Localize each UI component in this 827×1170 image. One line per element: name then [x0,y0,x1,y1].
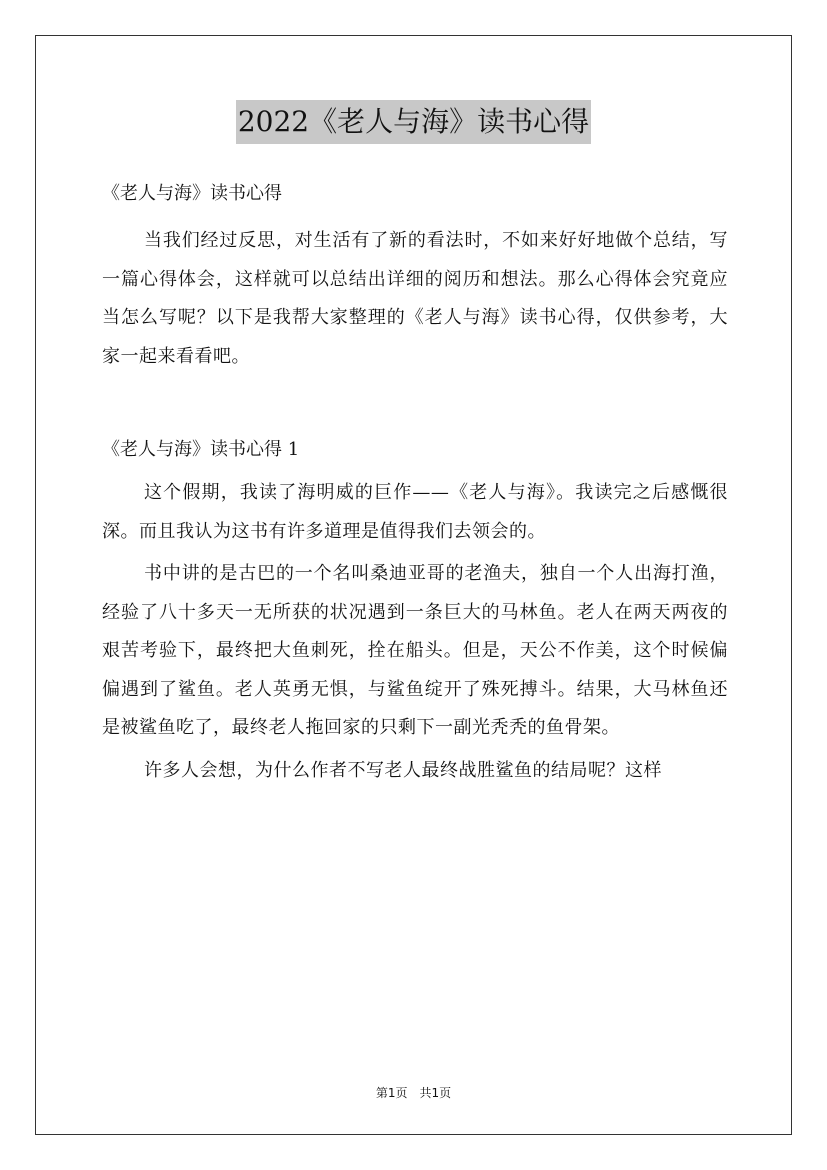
section-heading: 《老人与海》读书心得 1 [102,439,300,460]
document-body [102,174,728,790]
document-title: 2022《老人与海》读书心得 [236,100,591,144]
title-container [0,100,827,144]
page-footer: 第1页 共1页 [375,1086,452,1100]
paragraph: 当我们经过反思，对生活有了新的看法时，不如来好好地做个总结，写一篇心得体会，这样就可以总结出详细的阅历和想法。那么心得体会究竟应当怎么写呢？以下是我帮大家整理的《老人与海》读书心得，仅供参考，大家一起来看看吧。 [102,230,728,367]
paragraph: 这个假期，我读了海明威的巨作——《老人与海》。我读完之后感慨很深。而且我认为这书有许多道理是值得我们去领会的。 [102,482,728,542]
paragraph: 书中讲的是古巴的一个名叫桑迪亚哥的老渔夫，独自一个人出海打渔，经验了八十多天一无所获的状况遇到一条巨大的马林鱼。老人在两天两夜的艰苦考验下，最终把大鱼刺死，拴在船头。但是，天公不作美，这个时候偏偏遇到了鲨鱼。老人英勇无惧，与鲨鱼绽开了殊死搏斗。结果，大马林鱼还是被鲨鱼吃了，最终老人拖回家的只剩下一副光秃秃的鱼骨架。 [102,563,728,738]
section-heading: 《老人与海》读书心得 [102,183,282,204]
paragraph: 许多人会想，为什么作者不写老人最终战胜鲨鱼的结局呢？这样 [144,759,662,781]
